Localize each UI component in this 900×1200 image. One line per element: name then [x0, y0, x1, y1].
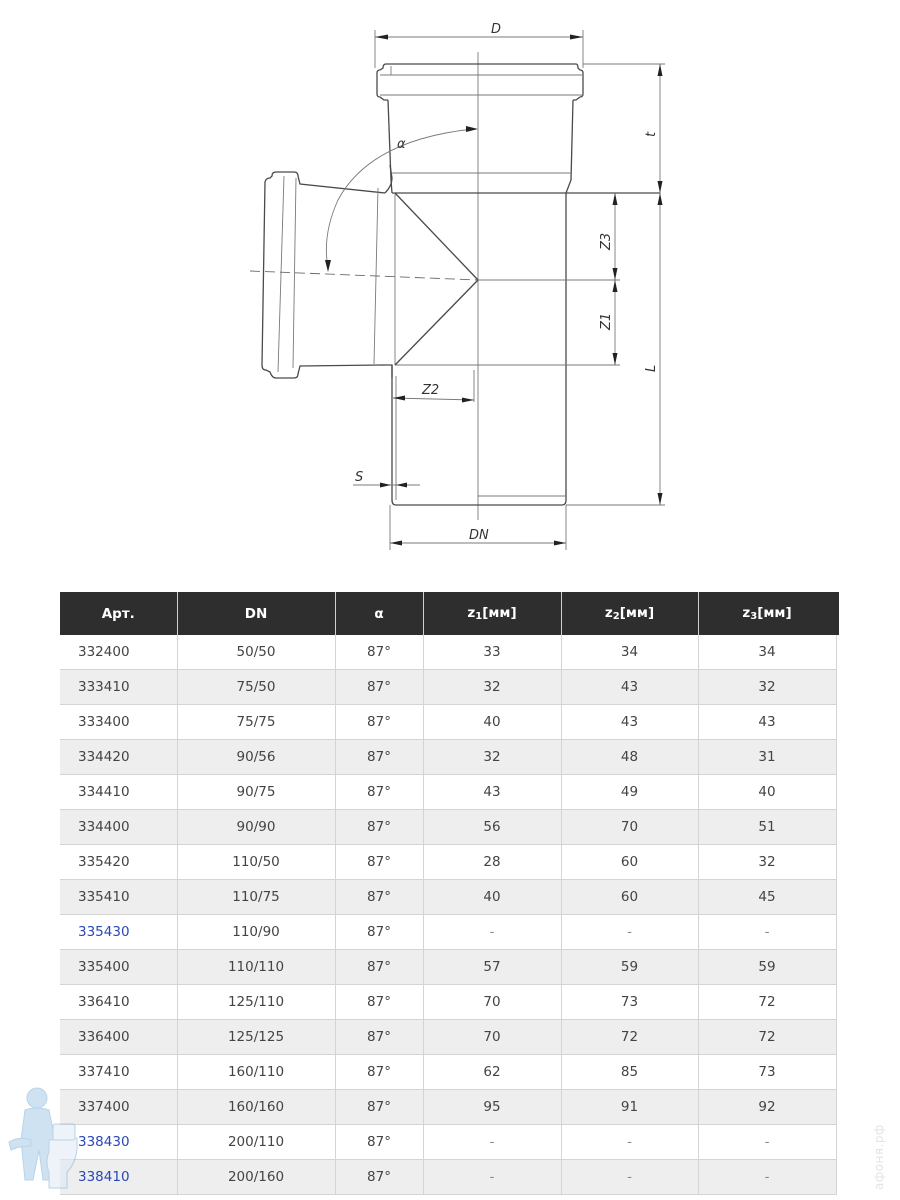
cell-z3: 72 [698, 1020, 836, 1055]
label-z1: Z1 [599, 312, 614, 330]
cell-z3: - [698, 1160, 836, 1195]
main-pipe [392, 193, 660, 505]
cell-z1: 70 [423, 985, 561, 1020]
label-alpha: α [397, 137, 406, 152]
cell-z3: 73 [698, 1055, 836, 1090]
cell-alpha: 87° [335, 1160, 423, 1195]
cell-alpha: 87° [335, 880, 423, 915]
table-body [60, 635, 836, 1195]
cell-z2: 43 [561, 670, 698, 705]
cell-z2: 49 [561, 775, 698, 810]
cell-art: 336400 [60, 1020, 177, 1055]
cell-alpha: 87° [335, 1020, 423, 1055]
cell-alpha: 87° [335, 705, 423, 740]
cell-z1: 33 [423, 635, 561, 670]
cell-art: 337410 [60, 1055, 177, 1090]
cell-alpha: 87° [335, 670, 423, 705]
cell-z1: 40 [423, 880, 561, 915]
cell-z1: 62 [423, 1055, 561, 1090]
label-t: t [644, 131, 659, 137]
cell-art: 337400 [60, 1090, 177, 1125]
cell-dn: 50/50 [177, 635, 335, 670]
cell-art: 335410 [60, 880, 177, 915]
cell-alpha: 87° [335, 740, 423, 775]
cell-dn: 110/75 [177, 880, 335, 915]
header-z1: $z_1[мм]$ [423, 592, 561, 635]
cell-z2: - [561, 1125, 698, 1160]
table-row [60, 705, 836, 740]
cell-z1: 70 [423, 1020, 561, 1055]
cell-dn: 110/110 [177, 950, 335, 985]
cell-alpha: 87° [335, 1055, 423, 1090]
cell-alpha: 87° [335, 775, 423, 810]
cell-z2: 43 [561, 705, 698, 740]
cell-z1: - [423, 915, 561, 950]
cell-z3: 34 [698, 635, 836, 670]
header-alpha: α [335, 592, 423, 635]
cell-alpha: 87° [335, 985, 423, 1020]
top-socket [377, 64, 583, 193]
table-row [60, 740, 836, 775]
cell-z3: 72 [698, 985, 836, 1020]
cell-z3: 32 [698, 670, 836, 705]
cell-z2: 60 [561, 845, 698, 880]
table-row [60, 775, 836, 810]
label-d: D [491, 22, 502, 37]
cell-dn: 110/90 [177, 915, 335, 950]
cell-art: 334410 [60, 775, 177, 810]
cell-z2: 60 [561, 880, 698, 915]
cell-art: 336410 [60, 985, 177, 1020]
cell-z2: 85 [561, 1055, 698, 1090]
header-z3: $z_3[мм]$ [698, 592, 836, 635]
cell-z2: - [561, 915, 698, 950]
cell-dn: 110/50 [177, 845, 335, 880]
label-z3: Z3 [599, 232, 614, 250]
cell-z1: - [423, 1160, 561, 1195]
cell-z1: 32 [423, 670, 561, 705]
cell-dn: 90/90 [177, 810, 335, 845]
cell-alpha: 87° [335, 950, 423, 985]
cell-art: 333400 [60, 705, 177, 740]
label-l: L [644, 364, 659, 372]
cell-z1: 43 [423, 775, 561, 810]
cell-z3: 40 [698, 775, 836, 810]
table-row [60, 1020, 836, 1055]
article-link[interactable]: 338430 [60, 1125, 177, 1160]
table-header-edge [836, 592, 839, 635]
cell-z3: 43 [698, 705, 836, 740]
cell-z2: 34 [561, 635, 698, 670]
cell-z2: 72 [561, 1020, 698, 1055]
cell-z3: 32 [698, 845, 836, 880]
cell-dn: 75/75 [177, 705, 335, 740]
branch-socket [250, 165, 478, 378]
cell-alpha: 87° [335, 915, 423, 950]
cell-alpha: 87° [335, 635, 423, 670]
header-z2: $z_2[мм]$ [561, 592, 698, 635]
table-row [60, 810, 836, 845]
table-row [60, 1160, 836, 1195]
table-row [60, 670, 836, 705]
cell-art: 335420 [60, 845, 177, 880]
cell-dn: 200/160 [177, 1160, 335, 1195]
dimension-s [353, 470, 420, 488]
cell-z3: 31 [698, 740, 836, 775]
cell-alpha: 87° [335, 845, 423, 880]
table-row [60, 1125, 836, 1160]
cell-dn: 75/50 [177, 670, 335, 705]
spec-table [60, 592, 837, 1195]
dimension-z2 [393, 370, 474, 403]
cell-z3: - [698, 915, 836, 950]
cell-z2: 48 [561, 740, 698, 775]
cell-dn: 125/125 [177, 1020, 335, 1055]
header-dn: DN [177, 592, 335, 635]
header-art: Арт. [60, 592, 177, 635]
cell-alpha: 87° [335, 1090, 423, 1125]
cell-art: 334400 [60, 810, 177, 845]
cell-z2: 73 [561, 985, 698, 1020]
table-row [60, 1090, 836, 1125]
cell-dn: 160/160 [177, 1090, 335, 1125]
watermark-text: афоня.рф [872, 1124, 886, 1190]
dimension-z3-z1 [599, 193, 618, 365]
cell-alpha: 87° [335, 1125, 423, 1160]
label-dn: DN [469, 528, 489, 543]
cell-z3: - [698, 1125, 836, 1160]
cell-z1: 57 [423, 950, 561, 985]
cell-z1: 28 [423, 845, 561, 880]
cell-dn: 90/56 [177, 740, 335, 775]
cell-z1: - [423, 1125, 561, 1160]
cell-z1: 95 [423, 1090, 561, 1125]
plumber-with-toilet-icon [5, 1080, 80, 1195]
cell-alpha: 87° [335, 810, 423, 845]
table-row [60, 1055, 836, 1090]
tee-fitting-drawing [0, 0, 900, 580]
cell-art: 333410 [60, 670, 177, 705]
cell-dn: 125/110 [177, 985, 335, 1020]
table-row [60, 985, 836, 1020]
label-s: S [355, 470, 364, 485]
table-row [60, 845, 836, 880]
article-link[interactable]: 335430 [60, 915, 177, 950]
cell-dn: 160/110 [177, 1055, 335, 1090]
cell-z2: 70 [561, 810, 698, 845]
table-row [60, 635, 836, 670]
table-row [60, 880, 836, 915]
cell-z3: 51 [698, 810, 836, 845]
cell-z3: 92 [698, 1090, 836, 1125]
cell-dn: 90/75 [177, 775, 335, 810]
cell-z3: 45 [698, 880, 836, 915]
cell-z1: 32 [423, 740, 561, 775]
cell-z1: 56 [423, 810, 561, 845]
cell-z3: 59 [698, 950, 836, 985]
cell-z2: - [561, 1160, 698, 1195]
table-header-row [60, 592, 836, 635]
cell-dn: 200/110 [177, 1125, 335, 1160]
cell-art: 334420 [60, 740, 177, 775]
table-row [60, 915, 836, 950]
article-link[interactable]: 338410 [60, 1160, 177, 1195]
cell-z1: 40 [423, 705, 561, 740]
label-z2: Z2 [422, 383, 440, 398]
cell-art: 332400 [60, 635, 177, 670]
cell-art: 335400 [60, 950, 177, 985]
cell-z2: 59 [561, 950, 698, 985]
cell-z2: 91 [561, 1090, 698, 1125]
dimension-d [375, 22, 583, 68]
table-row [60, 950, 836, 985]
